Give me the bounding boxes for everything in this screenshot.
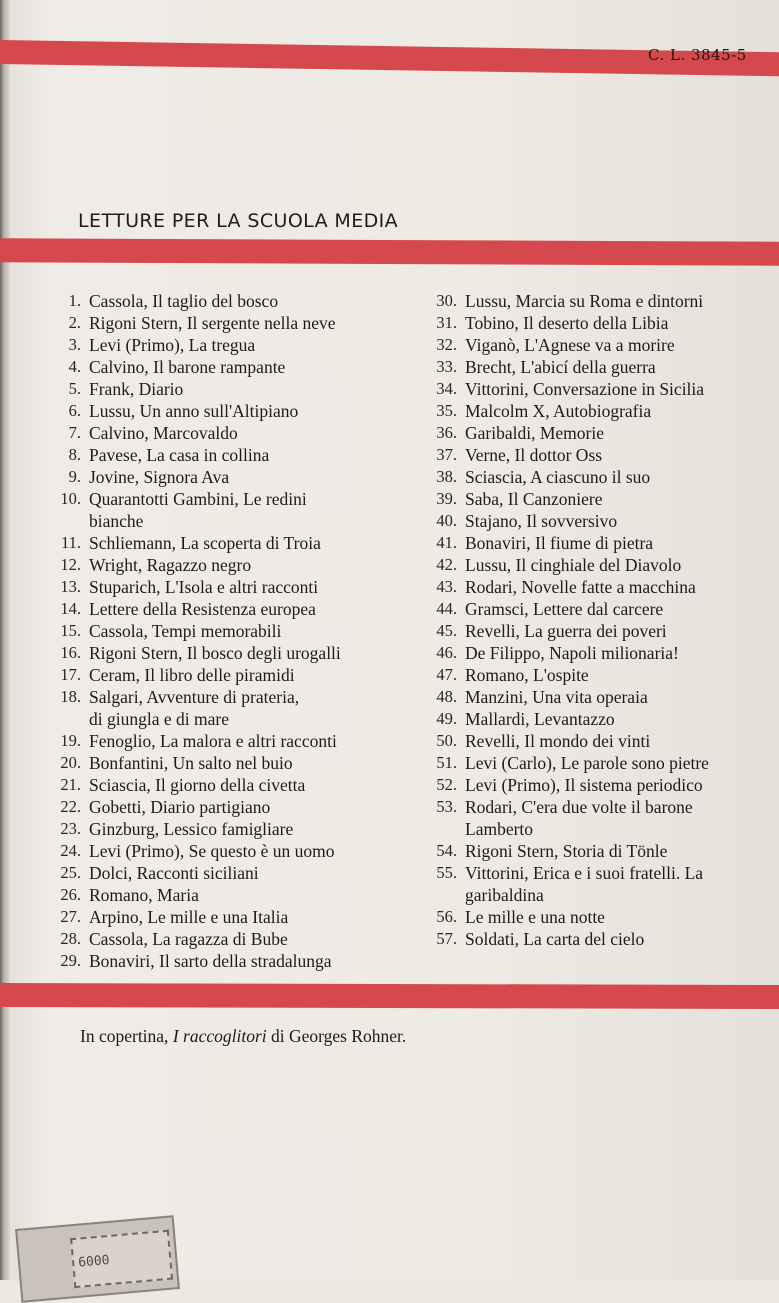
book-list-item	[410, 444, 770, 466]
book-title: Levi (Primo), Se questo è un uomo	[89, 841, 335, 861]
book-title: Saba, Il Canzoniere	[465, 489, 603, 509]
book-number: 39.	[436, 489, 457, 508]
book-number: 19.	[60, 731, 81, 750]
book-number: 35.	[436, 401, 457, 420]
book-number: 47.	[436, 665, 457, 684]
book-list-item	[34, 378, 404, 400]
book-number: 55.	[436, 863, 457, 882]
book-title: Revelli, La guerra dei poveri	[465, 621, 667, 641]
book-title: Fenoglio, La malora e altri racconti	[89, 731, 337, 751]
book-list-item	[410, 598, 770, 620]
book-title: Bonaviri, Il fiume di pietra	[465, 533, 654, 553]
book-title: Levi (Carlo), Le parole sono pietre	[465, 753, 709, 773]
book-title: Gobetti, Diario partigiano	[89, 797, 271, 817]
book-number: 42.	[436, 555, 457, 574]
book-list-item	[410, 378, 770, 400]
book-list-right	[410, 290, 770, 950]
book-number: 29.	[60, 951, 81, 970]
book-title: Sciascia, A ciascuno il suo	[465, 467, 651, 487]
book-list-item	[34, 862, 404, 884]
bottom-red-stripe	[0, 983, 779, 1009]
cover-artwork-title: I raccoglitori	[172, 1026, 267, 1046]
book-number: 17.	[60, 665, 81, 684]
book-list-item	[410, 906, 770, 928]
book-title: De Filippo, Napoli milionaria!	[465, 643, 679, 663]
book-list-item	[410, 532, 770, 554]
book-list-item	[410, 466, 770, 488]
book-list-left	[34, 290, 404, 972]
book-title: Romano, L'ospite	[465, 665, 589, 685]
book-list-item	[34, 752, 404, 774]
book-number: 3.	[68, 335, 81, 354]
book-number: 22.	[60, 797, 81, 816]
book-title: Stajano, Il sovversivo	[465, 511, 618, 531]
book-number: 28.	[60, 929, 81, 948]
book-list-item	[34, 884, 404, 906]
book-title: Quarantotti Gambini, Le redini bianche	[89, 489, 307, 531]
book-list-item	[410, 686, 770, 708]
book-title: Ceram, Il libro delle piramidi	[89, 665, 295, 685]
book-list-item	[34, 928, 404, 950]
book-title: Vittorini, Conversazione in Sicilia	[465, 379, 705, 399]
book-title: Wright, Ragazzo negro	[89, 555, 252, 575]
book-number: 36.	[436, 423, 457, 442]
book-list-item	[34, 554, 404, 576]
book-number: 34.	[436, 379, 457, 398]
book-number: 52.	[436, 775, 457, 794]
book-title: Lussu, Marcia su Roma e dintorni	[465, 291, 704, 311]
book-list-item	[410, 752, 770, 774]
book-title: Soldati, La carta del cielo	[465, 929, 645, 949]
book-title: Levi (Primo), Il sistema periodico	[465, 775, 703, 795]
book-list-item	[34, 818, 404, 840]
book-list-item	[410, 356, 770, 378]
book-number: 51.	[436, 753, 457, 772]
book-number: 48.	[436, 687, 457, 706]
book-number: 1.	[68, 291, 81, 310]
cover-credit-prefix: In copertina,	[80, 1026, 173, 1046]
book-title: Tobino, Il deserto della Libia	[465, 313, 669, 333]
book-number: 18.	[60, 687, 81, 706]
book-list-item	[410, 400, 770, 422]
book-list-item	[410, 422, 770, 444]
book-list-item	[34, 400, 404, 422]
book-list-item	[34, 730, 404, 752]
book-list-item	[410, 620, 770, 642]
price-sticker-label	[70, 1230, 173, 1288]
book-list-item	[34, 598, 404, 620]
catalog-code: C. L. 3845-5	[648, 46, 747, 64]
book-title: Bonfantini, Un salto nel buio	[89, 753, 293, 773]
book-list-item	[410, 774, 770, 796]
book-number: 56.	[436, 907, 457, 926]
book-title: Mallardi, Levantazzo	[465, 709, 615, 729]
book-number: 11.	[60, 533, 81, 552]
book-title: Vittorini, Erica e i suoi fratelli. La garibaldina	[465, 863, 704, 905]
series-title: LETTURE PER LA SCUOLA MEDIA	[78, 210, 399, 232]
book-list-item	[34, 356, 404, 378]
book-number: 49.	[436, 709, 457, 728]
book-title: Manzini, Una vita operaia	[465, 687, 648, 707]
book-title: Sciascia, Il giorno della civetta	[89, 775, 306, 795]
book-list-item	[410, 928, 770, 950]
book-list-item	[410, 554, 770, 576]
book-list-item	[410, 334, 770, 356]
book-number: 32.	[436, 335, 457, 354]
book-number: 37.	[436, 445, 457, 464]
book-list-item	[410, 642, 770, 664]
book-number: 9.	[68, 467, 81, 486]
book-title: Lettere della Resistenza europea	[89, 599, 316, 619]
book-title: Garibaldi, Memorie	[465, 423, 604, 443]
book-number: 16.	[60, 643, 81, 662]
book-title: Cassola, La ragazza di Bube	[89, 929, 288, 949]
book-title: Rodari, C'era due volte il barone Lamberto	[465, 797, 693, 839]
book-title: Schliemann, La scoperta di Troia	[89, 533, 321, 553]
book-number: 44.	[436, 599, 457, 618]
book-number: 13.	[60, 577, 81, 596]
book-list-item	[410, 312, 770, 334]
book-number: 2.	[68, 313, 81, 332]
book-list-item	[410, 510, 770, 532]
book-list-item	[34, 312, 404, 334]
book-number: 53.	[436, 797, 457, 816]
book-title: Pavese, La casa in collina	[89, 445, 270, 465]
book-number: 20.	[60, 753, 81, 772]
book-title: Arpino, Le mille e una Italia	[89, 907, 289, 927]
book-title: Salgari, Avventure di prateria, di giungla e di mare	[89, 687, 300, 729]
book-number: 45.	[436, 621, 457, 640]
book-list-item	[34, 686, 404, 730]
middle-red-stripe	[0, 238, 779, 265]
book-number: 24.	[60, 841, 81, 860]
book-title: Calvino, Il barone rampante	[89, 357, 286, 377]
book-title: Brecht, L'abicí della guerra	[465, 357, 656, 377]
book-list-item	[34, 466, 404, 488]
book-list-item	[410, 488, 770, 510]
book-title: Rigoni Stern, Il sergente nella neve	[89, 313, 336, 333]
book-list-item	[34, 840, 404, 862]
book-title: Viganò, L'Agnese va a morire	[465, 335, 675, 355]
book-title: Romano, Maria	[89, 885, 199, 905]
book-number: 57.	[436, 929, 457, 948]
book-title: Rigoni Stern, Il bosco degli urogalli	[89, 643, 341, 663]
book-number: 46.	[436, 643, 457, 662]
book-list-item	[34, 906, 404, 928]
book-number: 15.	[60, 621, 81, 640]
price-sticker	[15, 1215, 180, 1303]
book-list-item	[34, 334, 404, 356]
book-title: Cassola, Il taglio del bosco	[89, 291, 279, 311]
book-list-item	[34, 664, 404, 686]
book-number: 8.	[68, 445, 81, 464]
book-list-item	[34, 950, 404, 972]
book-number: 40.	[436, 511, 457, 530]
book-title: Frank, Diario	[89, 379, 184, 399]
book-title: Rigoni Stern, Storia di Tönle	[465, 841, 668, 861]
book-number: 38.	[436, 467, 457, 486]
book-title: Levi (Primo), La tregua	[89, 335, 256, 355]
book-list-item	[34, 620, 404, 642]
book-number: 41.	[436, 533, 457, 552]
book-title: Le mille e una notte	[465, 907, 605, 927]
book-title: Jovine, Signora Ava	[89, 467, 230, 487]
book-title: Lussu, Il cinghiale del Diavolo	[465, 555, 682, 575]
page-edge	[0, 0, 10, 1280]
book-list-item	[34, 444, 404, 466]
book-list-item	[34, 796, 404, 818]
price-sticker-text: 6000	[77, 1252, 111, 1271]
book-number: 23.	[60, 819, 81, 838]
book-number: 25.	[60, 863, 81, 882]
book-list-item	[34, 774, 404, 796]
book-list-item	[410, 664, 770, 686]
book-number: 27.	[60, 907, 81, 926]
book-number: 14.	[60, 599, 81, 618]
book-list-item	[34, 532, 404, 554]
cover-credit	[80, 1026, 406, 1047]
book-list-item	[410, 862, 770, 906]
book-number: 50.	[436, 731, 457, 750]
book-list-item	[410, 576, 770, 598]
book-list-item	[34, 290, 404, 312]
book-title: Revelli, Il mondo dei vinti	[465, 731, 651, 751]
book-title: Malcolm X, Autobiografia	[465, 401, 652, 421]
book-list-item	[410, 730, 770, 752]
book-list-item	[410, 290, 770, 312]
book-title: Cassola, Tempi memorabili	[89, 621, 282, 641]
book-list-item	[410, 796, 770, 840]
book-list-item	[34, 488, 404, 532]
book-list-item	[34, 642, 404, 664]
book-number: 54.	[436, 841, 457, 860]
book-list-item	[410, 708, 770, 730]
book-number: 31.	[436, 313, 457, 332]
book-number: 12.	[60, 555, 81, 574]
book-list-item	[34, 576, 404, 598]
book-number: 21.	[60, 775, 81, 794]
book-number: 5.	[68, 379, 81, 398]
book-list-item	[34, 422, 404, 444]
book-number: 43.	[436, 577, 457, 596]
book-number: 30.	[436, 291, 457, 310]
book-title: Ginzburg, Lessico famigliare	[89, 819, 294, 839]
book-title: Verne, Il dottor Oss	[465, 445, 603, 465]
book-number: 7.	[68, 423, 81, 442]
book-title: Bonaviri, Il sarto della stradalunga	[89, 951, 332, 971]
cover-credit-suffix: di Georges Rohner.	[266, 1026, 407, 1046]
book-number: 10.	[60, 489, 81, 508]
book-number: 6.	[68, 401, 81, 420]
book-title: Dolci, Racconti siciliani	[89, 863, 259, 883]
book-title: Stuparich, L'Isola e altri racconti	[89, 577, 319, 597]
book-number: 33.	[436, 357, 457, 376]
book-list-item	[410, 840, 770, 862]
book-title: Gramsci, Lettere dal carcere	[465, 599, 664, 619]
book-number: 26.	[60, 885, 81, 904]
book-title: Rodari, Novelle fatte a macchina	[465, 577, 696, 597]
book-title: Lussu, Un anno sull'Altipiano	[89, 401, 299, 421]
book-title: Calvino, Marcovaldo	[89, 423, 238, 443]
book-number: 4.	[68, 357, 81, 376]
